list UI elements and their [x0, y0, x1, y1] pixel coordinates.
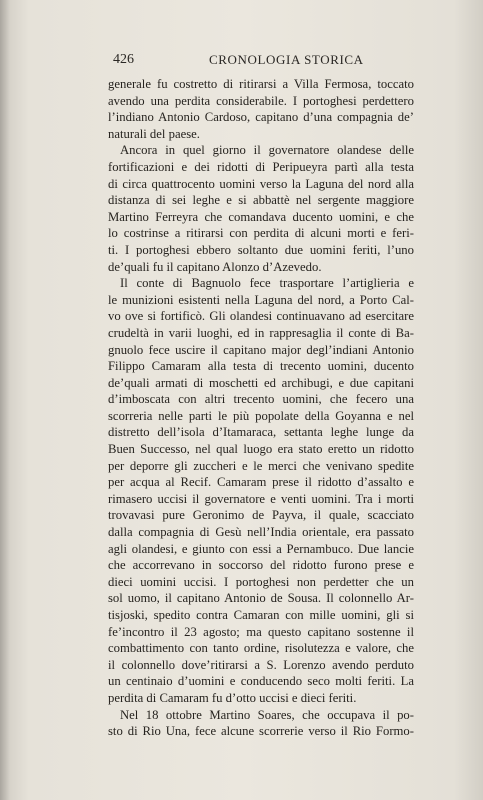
text-line: dalla compagnia di Gesù nell’India orientale, era passato: [108, 525, 414, 540]
text-line: di circa quattrocento uomini verso la Laguna del nord alla: [108, 176, 414, 191]
text-line: crudeltà in varii luoghi, ed in rappresaglia il conte di Ba-: [108, 325, 414, 340]
text-line: per acqua al Recif. Camaram prese il ridotto d’assalto e: [108, 475, 414, 490]
text-line: sol uomo, il capitano Antonio de Sousa. Il colonnello Ar-: [108, 591, 414, 606]
text-line: lo costrinse a ritirarsi con perdita di alcuni morti e feri-: [108, 226, 414, 241]
text-line: sto di Rio Una, fece alcune scorrerie verso il Rio Formo-: [108, 724, 414, 739]
text-line: de’quali fu il capitano Alonzo d’Azevedo.: [108, 259, 322, 274]
text-line: tisjoski, spedito contra Camaran con mille uomini, gli si: [108, 608, 414, 622]
text-line: Buen Successo, nel qual luogo era stato eretto un ridotto: [108, 442, 414, 457]
text-line: scorreria nelle parti le più popolate della Goyanna e nel: [108, 408, 414, 423]
running-title: CRONOLOGIA STORICA: [209, 52, 364, 67]
text-line: l’indiano Antonio Cardoso, capitano d’una compagnia de’: [108, 110, 414, 125]
text-line: agli olandesi, e giunto con essi a Pernambuco. Due lancie: [108, 541, 414, 556]
text-line: rimasero uccisi il governatore e venti uomini. Tra i morti: [108, 491, 414, 506]
text-line: generale fu costretto di ritirarsi a Villa Fermosa, toccato: [108, 77, 414, 91]
text-line: distretto dell’isola d’Itamaraca, settanta leghe lunge da: [108, 425, 414, 440]
text-line: dieci uomini uccisi. I portoghesi non perdetter che un: [108, 574, 414, 589]
text-line: per deporre gli zuccheri e le merci che venivano spedite: [108, 458, 414, 473]
text-line: le munizioni esistenti nella Laguna del nord, a Porto Cal-: [108, 292, 414, 307]
text-line: Martino Ferreyra che comandava ducento uomini, e che: [108, 209, 414, 224]
text-line: fortificazioni e dei ridotti di Peripueyra partì alla testa: [108, 159, 414, 174]
text-line: Nel 18 ottobre Martino Soares, che occupava il po-: [120, 707, 414, 722]
text-line: Filippo Camaram alla testa di trecento uomini, ducento: [108, 359, 414, 374]
text-line: d’imboscata con altri trecento uomini, che fecero una: [108, 392, 414, 407]
text-line: vo ove si fortificò. Gli olandesi continuavano ad esercitare: [108, 309, 414, 324]
text-line: il colonnello dove’ritirarsi a S. Lorenzo avendo perduto: [108, 657, 414, 672]
body-text: [108, 76, 414, 740]
text-line: perdita di Camaram fu d’otto uccisi e dieci feriti.: [108, 690, 357, 705]
text-line: ti. I portoghesi ebbero soltanto due uomini feriti, l’uno: [108, 242, 414, 257]
text-line: distanza di sei leghe e si abbattè nel sergente maggiore: [108, 193, 414, 208]
page-number: 426: [113, 52, 134, 67]
text-line: fe’incontro il 23 agosto; ma questo capitano sostenne il: [108, 624, 414, 639]
text-line: trovavasi pure Geronimo de Payva, il quale, scacciato: [108, 508, 414, 523]
text-line: Ancora in quel giorno il governatore olandese delle: [120, 143, 414, 158]
text-line: un centinaio d’uomini e conducendo seco molti feriti. La: [108, 674, 414, 689]
text-line: gnuolo fece uscire il capitano major degl’indiani Antonio: [108, 342, 414, 357]
text-line: naturali del paese.: [108, 126, 200, 141]
text-line: Il conte di Bagnuolo fece trasportare l’artiglieria e: [120, 276, 414, 291]
text-line: avendo una perdita considerabile. I portoghesi perdettero: [108, 93, 414, 108]
page-header: [113, 52, 413, 70]
text-line: che accorrevano in soccorso del ridotto furono prese e: [108, 558, 414, 573]
text-line: combattimento con tanto ordine, risolutezza e valore, che: [108, 641, 414, 656]
text-line: de’quali armati di moschetti ed archibugi, e due capitani: [108, 375, 414, 390]
